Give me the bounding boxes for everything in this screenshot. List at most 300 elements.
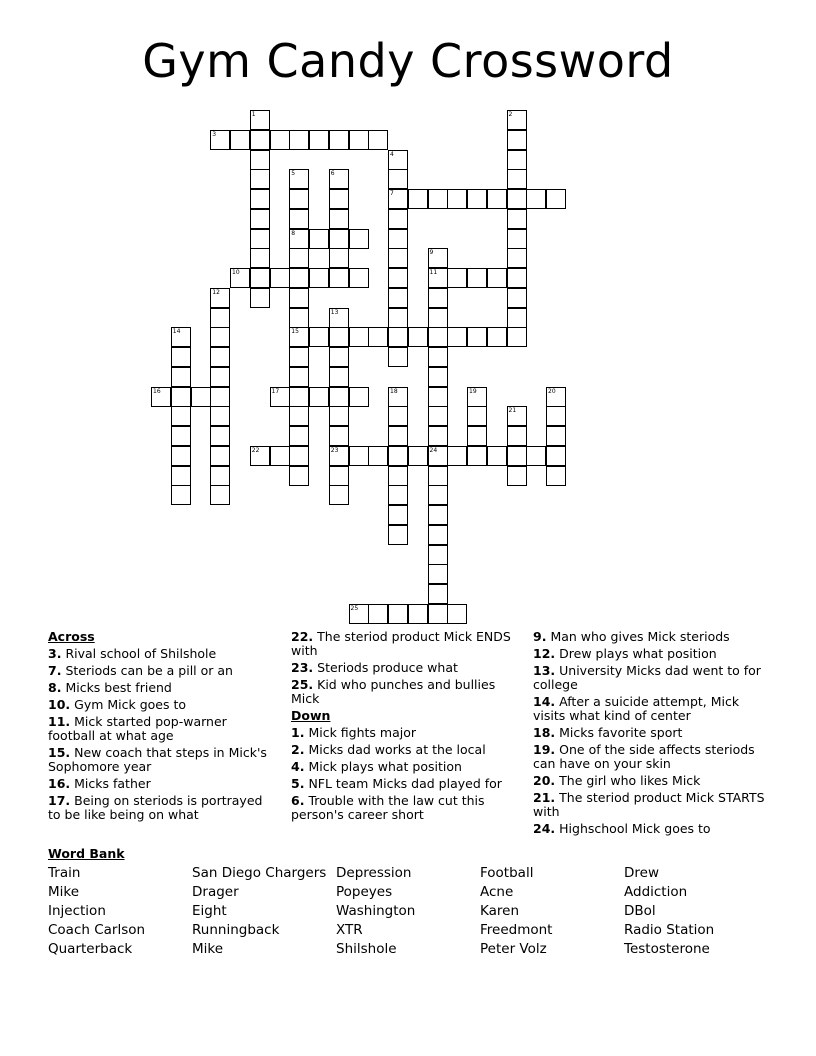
crossword-cell[interactable] — [507, 229, 527, 249]
crossword-cell[interactable] — [507, 466, 527, 486]
crossword-cell[interactable] — [507, 110, 527, 130]
crossword-cell[interactable] — [388, 446, 408, 466]
crossword-cell[interactable] — [309, 268, 329, 288]
crossword-cell[interactable] — [388, 288, 408, 308]
clue-text: The steriod product Mick STARTS with — [533, 790, 765, 819]
clue-text: One of the side affects steriods can have on your skin — [533, 742, 755, 771]
clue-down — [291, 760, 521, 774]
clue-number: 2 — [508, 111, 513, 118]
crossword-cell[interactable] — [428, 308, 448, 328]
crossword-cell[interactable] — [250, 130, 270, 150]
crossword-cell[interactable] — [210, 406, 230, 426]
crossword-cell[interactable] — [487, 327, 507, 347]
crossword-cell[interactable] — [329, 367, 349, 387]
clue-number: 15 — [291, 328, 299, 336]
crossword-cell[interactable] — [329, 248, 349, 268]
clue-text: Drew plays what position — [559, 646, 717, 661]
crossword-cell[interactable] — [388, 505, 408, 525]
clue-number-label: 10. — [48, 697, 71, 712]
clue-number: 4 — [390, 150, 394, 158]
clue-number: 22 — [251, 446, 260, 454]
clue-number: 21 — [508, 407, 517, 415]
clue-number: 14 — [172, 328, 181, 336]
clue-across — [291, 678, 521, 706]
crossword-cell[interactable] — [467, 327, 487, 347]
crossword-cell[interactable] — [349, 446, 369, 466]
crossword-cell[interactable] — [467, 426, 487, 446]
word-bank-item: Radio Station — [624, 922, 715, 938]
clue-number: 10 — [232, 269, 240, 276]
clue-number-label: 24. — [533, 821, 556, 836]
word-bank-item: Mike — [192, 941, 224, 957]
crossword-cell[interactable] — [349, 130, 369, 150]
crossword-cell[interactable] — [289, 229, 309, 249]
clue-across — [48, 777, 276, 791]
crossword-cell[interactable] — [289, 387, 309, 407]
word-bank-item: Eight — [192, 903, 227, 919]
crossword-cell[interactable] — [250, 248, 270, 268]
clue-number-label: 20. — [533, 773, 556, 788]
word-bank-item: Train — [48, 865, 81, 881]
word-bank-item: Shilshole — [336, 941, 397, 957]
word-bank-item: Testosterone — [624, 941, 710, 957]
word-bank-item: Washington — [336, 903, 416, 919]
clue-text: Mick plays what position — [308, 759, 462, 774]
crossword-cell[interactable] — [428, 248, 448, 268]
clue-number-label: 19. — [533, 742, 556, 757]
crossword-cell[interactable] — [447, 327, 467, 347]
crossword-cell[interactable] — [507, 268, 527, 288]
crossword-cell[interactable] — [507, 169, 527, 189]
down-header: Down — [291, 708, 331, 723]
crossword-cell[interactable] — [289, 288, 309, 308]
clue-down — [533, 695, 768, 723]
clues-column-3 — [533, 630, 768, 839]
crossword-cell[interactable] — [428, 604, 448, 624]
clue-down — [533, 791, 768, 819]
clue-down — [533, 743, 768, 771]
crossword-cell[interactable] — [467, 189, 487, 209]
clue-down — [533, 664, 768, 692]
clue-number: 20 — [548, 387, 556, 395]
crossword-cell[interactable] — [349, 268, 369, 288]
clue-number-label: 6. — [291, 793, 305, 808]
crossword-cell[interactable] — [309, 387, 329, 407]
crossword-cell[interactable] — [507, 209, 527, 229]
clue-across — [48, 698, 276, 712]
word-bank-item: Drager — [192, 884, 239, 900]
crossword-cell[interactable] — [230, 130, 250, 150]
word-bank-item: Depression — [336, 865, 412, 881]
crossword-cell[interactable] — [546, 426, 566, 446]
clue-across — [48, 647, 276, 661]
crossword-cell[interactable] — [546, 446, 566, 466]
clue-number-label: 25. — [291, 677, 314, 692]
crossword-cell[interactable] — [250, 150, 270, 170]
clue-number-label: 2. — [291, 742, 305, 757]
word-bank-item: Popeyes — [336, 884, 393, 900]
crossword-cell[interactable] — [210, 347, 230, 367]
clue-text: Steriods produce what — [317, 660, 458, 675]
crossword-cell[interactable] — [250, 288, 270, 308]
crossword-cell[interactable] — [447, 268, 467, 288]
crossword-cell[interactable] — [289, 406, 309, 426]
crossword-cell[interactable] — [329, 268, 349, 288]
crossword-cell[interactable] — [329, 406, 349, 426]
clue-text: Kid who punches and bullies Mick — [291, 677, 496, 706]
crossword-cell[interactable] — [171, 327, 191, 347]
clue-across — [48, 681, 276, 695]
crossword-cell[interactable] — [467, 387, 487, 407]
crossword-cell[interactable] — [487, 189, 507, 209]
crossword-cell[interactable] — [210, 387, 230, 407]
crossword-cell[interactable] — [408, 327, 428, 347]
crossword-cell[interactable] — [526, 446, 546, 466]
word-bank-item: Mike — [48, 884, 80, 900]
crossword-cell[interactable] — [250, 268, 270, 288]
clue-across — [48, 715, 276, 743]
crossword-cell[interactable] — [171, 367, 191, 387]
clues-column-1 — [48, 630, 276, 825]
crossword-cell[interactable] — [368, 130, 388, 150]
crossword-cell[interactable] — [191, 387, 211, 407]
clue-across — [48, 664, 276, 678]
crossword-cell[interactable] — [408, 604, 428, 624]
crossword-cell[interactable] — [171, 485, 191, 505]
word-bank-column — [480, 864, 552, 959]
crossword-cell[interactable] — [250, 446, 270, 466]
clue-down — [533, 647, 768, 661]
clue-number: 23 — [330, 446, 339, 454]
crossword-cell[interactable] — [210, 327, 230, 347]
crossword-cell[interactable] — [507, 308, 527, 328]
crossword-cell[interactable] — [171, 387, 191, 407]
word-bank-item: Peter Volz — [480, 941, 547, 957]
crossword-cell[interactable] — [250, 229, 270, 249]
crossword-cell[interactable] — [428, 426, 448, 446]
crossword-cell[interactable] — [171, 347, 191, 367]
crossword-cell[interactable] — [289, 347, 309, 367]
crossword-cell[interactable] — [309, 130, 329, 150]
crossword-cell[interactable] — [467, 406, 487, 426]
crossword-cell[interactable] — [507, 288, 527, 308]
crossword-cell[interactable] — [210, 367, 230, 387]
crossword-cell[interactable] — [270, 268, 290, 288]
crossword-cell[interactable] — [329, 426, 349, 446]
crossword-cell[interactable] — [467, 446, 487, 466]
crossword-cell[interactable] — [388, 248, 408, 268]
word-bank-title: Word Bank — [48, 846, 125, 861]
crossword-cell[interactable] — [250, 110, 270, 130]
crossword-cell[interactable] — [546, 189, 566, 209]
clue-number: 6 — [330, 170, 335, 178]
clue-text: Micks father — [74, 776, 151, 791]
crossword-cell[interactable] — [329, 169, 349, 189]
clue-number: 11 — [429, 269, 438, 276]
word-bank-item: Drew — [624, 865, 659, 881]
clue-down — [291, 743, 521, 757]
clue-number: 18 — [390, 387, 398, 395]
crossword-cell[interactable] — [368, 604, 388, 624]
clue-number-label: 11. — [48, 714, 71, 729]
crossword-cell[interactable] — [428, 367, 448, 387]
crossword-cell[interactable] — [428, 525, 448, 545]
clue-text: The steriod product Mick ENDS with — [291, 629, 511, 658]
crossword-cell[interactable] — [546, 466, 566, 486]
crossword-cell[interactable] — [388, 466, 408, 486]
clue-number-label: 3. — [48, 646, 62, 661]
crossword-cell[interactable] — [329, 209, 349, 229]
clue-number-label: 15. — [48, 745, 71, 760]
clue-text: University Micks dad went to for college — [533, 663, 761, 692]
crossword-cell[interactable] — [428, 288, 448, 308]
clue-text: Steriods can be a pill or an — [65, 663, 233, 678]
clue-text: Micks favorite sport — [559, 725, 683, 740]
crossword-cell[interactable] — [230, 268, 250, 288]
crossword-cell[interactable] — [368, 327, 388, 347]
crossword-cell[interactable] — [210, 288, 230, 308]
crossword-cell[interactable] — [171, 426, 191, 446]
crossword-cell[interactable] — [428, 347, 448, 367]
clue-text: Being on steriods is portrayed to be like being on what — [48, 793, 263, 822]
clue-number-label: 8. — [48, 680, 62, 695]
crossword-cell[interactable] — [289, 466, 309, 486]
clues-column-2 — [291, 630, 521, 825]
clue-number: 17 — [271, 387, 280, 395]
word-bank-item: Football — [480, 865, 534, 881]
clue-number-label: 17. — [48, 793, 71, 808]
clue-number-label: 7. — [48, 663, 62, 678]
clue-number-label: 4. — [291, 759, 305, 774]
clue-number: 1 — [251, 111, 256, 118]
crossword-cell[interactable] — [447, 446, 467, 466]
crossword-cell[interactable] — [428, 189, 448, 209]
crossword-cell[interactable] — [210, 446, 230, 466]
clue-number: 13 — [330, 308, 339, 316]
crossword-cell[interactable] — [349, 327, 369, 347]
crossword-cell[interactable] — [408, 446, 428, 466]
crossword-cell[interactable] — [507, 446, 527, 466]
crossword-cell[interactable] — [388, 426, 408, 446]
crossword-cell[interactable] — [388, 308, 408, 328]
crossword-cell[interactable] — [289, 248, 309, 268]
crossword-cell[interactable] — [171, 466, 191, 486]
crossword-cell[interactable] — [428, 584, 448, 604]
crossword-cell[interactable] — [388, 406, 408, 426]
crossword-cell[interactable] — [289, 367, 309, 387]
crossword-cell[interactable] — [349, 604, 369, 624]
crossword-cell[interactable] — [428, 485, 448, 505]
crossword-cell[interactable] — [487, 446, 507, 466]
clue-text: Mick started pop-warner football at what age — [48, 714, 227, 743]
word-bank-item: San Diego Chargers — [192, 865, 327, 881]
crossword-cell[interactable] — [388, 387, 408, 407]
crossword-cell[interactable] — [368, 446, 388, 466]
crossword-cell[interactable] — [526, 189, 546, 209]
crossword-cell[interactable] — [388, 229, 408, 249]
crossword-cell[interactable] — [250, 209, 270, 229]
crossword-cell[interactable] — [289, 209, 309, 229]
clue-number-label: 21. — [533, 790, 556, 805]
crossword-cell[interactable] — [349, 387, 369, 407]
clue-text: Rival school of Shilshole — [65, 646, 217, 661]
clue-down — [533, 774, 768, 788]
crossword-cell[interactable] — [388, 525, 408, 545]
word-bank-item: Injection — [48, 903, 106, 919]
clue-number: 16 — [153, 387, 161, 395]
clue-down — [533, 822, 768, 836]
clue-down — [533, 630, 768, 644]
crossword-cell[interactable] — [546, 387, 566, 407]
crossword-cell[interactable] — [447, 189, 467, 209]
crossword-cell[interactable] — [349, 229, 369, 249]
crossword-cell[interactable] — [210, 466, 230, 486]
clue-number-label: 22. — [291, 629, 314, 644]
crossword-cell[interactable] — [388, 604, 408, 624]
clue-number: 24 — [429, 446, 438, 454]
clue-text: The girl who likes Mick — [559, 773, 701, 788]
crossword-cell[interactable] — [428, 466, 448, 486]
word-bank-item: XTR — [336, 922, 363, 938]
crossword-cell[interactable] — [428, 446, 448, 466]
clue-number-label: 14. — [533, 694, 556, 709]
crossword-cell[interactable] — [329, 229, 349, 249]
clue-across — [48, 794, 276, 822]
clue-number-label: 18. — [533, 725, 556, 740]
word-bank-item: Addiction — [624, 884, 688, 900]
crossword-cell[interactable] — [428, 545, 448, 565]
crossword-cell[interactable] — [289, 308, 309, 328]
word-bank-item: Quarterback — [48, 941, 133, 957]
clue-number-label: 9. — [533, 629, 547, 644]
word-bank-item: DBol — [624, 903, 656, 919]
crossword-cell[interactable] — [289, 446, 309, 466]
crossword-cell[interactable] — [507, 406, 527, 426]
word-bank-item: Runningback — [192, 922, 280, 938]
clue-down — [533, 726, 768, 740]
crossword-cell[interactable] — [388, 327, 408, 347]
crossword-cell[interactable] — [507, 189, 527, 209]
crossword-cell[interactable] — [210, 308, 230, 328]
crossword-cell[interactable] — [289, 327, 309, 347]
crossword-cell[interactable] — [388, 209, 408, 229]
clue-text: Highschool Mick goes to — [559, 821, 711, 836]
clue-number: 3 — [212, 130, 217, 138]
crossword-cell[interactable] — [428, 268, 448, 288]
clue-number-label: 5. — [291, 776, 305, 791]
word-bank-column — [48, 864, 145, 959]
crossword-cell[interactable] — [408, 189, 428, 209]
crossword-cell[interactable] — [388, 169, 408, 189]
crossword-cell[interactable] — [428, 406, 448, 426]
clue-down — [291, 777, 521, 791]
clue-number-label: 13. — [533, 663, 556, 678]
crossword-cell[interactable] — [270, 387, 290, 407]
crossword-cell[interactable] — [289, 268, 309, 288]
clue-text: Micks best friend — [65, 680, 172, 695]
crossword-cell[interactable] — [467, 268, 487, 288]
crossword-cell[interactable] — [329, 347, 349, 367]
clue-number-label: 12. — [533, 646, 556, 661]
crossword-cell[interactable] — [270, 130, 290, 150]
crossword-cell[interactable] — [329, 130, 349, 150]
crossword-cell[interactable] — [329, 485, 349, 505]
clue-text: Mick fights major — [308, 725, 416, 740]
crossword-cell[interactable] — [329, 189, 349, 209]
crossword-cell[interactable] — [428, 505, 448, 525]
crossword-cell[interactable] — [388, 485, 408, 505]
crossword-cell[interactable] — [447, 604, 467, 624]
crossword-cell[interactable] — [210, 130, 230, 150]
crossword-cell[interactable] — [250, 189, 270, 209]
crossword-cell[interactable] — [289, 169, 309, 189]
crossword-cell[interactable] — [329, 387, 349, 407]
crossword-cell[interactable] — [309, 229, 329, 249]
clue-down — [291, 726, 521, 740]
crossword-cell[interactable] — [250, 169, 270, 189]
crossword-cell[interactable] — [388, 268, 408, 288]
crossword-cell[interactable] — [507, 150, 527, 170]
word-bank-column — [624, 864, 714, 959]
crossword-cell[interactable] — [388, 189, 408, 209]
clue-number-label: 16. — [48, 776, 71, 791]
page-title: Gym Candy Crossword — [142, 34, 674, 88]
crossword-cell[interactable] — [171, 406, 191, 426]
crossword-cell[interactable] — [507, 130, 527, 150]
word-bank-item: Karen — [480, 903, 520, 919]
crossword-cell[interactable] — [171, 446, 191, 466]
crossword-cell[interactable] — [428, 564, 448, 584]
clue-text: New coach that steps in Mick's Sophomore year — [48, 745, 267, 774]
crossword-cell[interactable] — [507, 426, 527, 446]
crossword-cell[interactable] — [329, 308, 349, 328]
clue-number: 8 — [291, 229, 296, 237]
crossword-cell[interactable] — [388, 347, 408, 367]
crossword-cell[interactable] — [329, 466, 349, 486]
word-bank-item: Freedmont — [480, 922, 553, 938]
crossword-cell[interactable] — [289, 130, 309, 150]
crossword-cell[interactable] — [546, 406, 566, 426]
crossword-cell[interactable] — [309, 327, 329, 347]
clue-text: Gym Mick goes to — [74, 697, 187, 712]
crossword-cell[interactable] — [487, 268, 507, 288]
crossword-cell[interactable] — [329, 327, 349, 347]
crossword-cell[interactable] — [210, 485, 230, 505]
crossword-cell[interactable] — [210, 426, 230, 446]
clue-number-label: 1. — [291, 725, 305, 740]
word-bank-item: Coach Carlson — [48, 922, 146, 938]
across-header: Across — [48, 629, 95, 644]
crossword-cell[interactable] — [151, 387, 171, 407]
crossword-cell[interactable] — [428, 327, 448, 347]
crossword-cell[interactable] — [289, 189, 309, 209]
clue-number: 9 — [429, 249, 434, 257]
clue-text: Man who gives Mick steriods — [550, 629, 730, 644]
crossword-cell[interactable] — [507, 248, 527, 268]
crossword-cell[interactable] — [507, 327, 527, 347]
clue-number: 12 — [212, 288, 220, 296]
clue-across — [291, 630, 521, 658]
word-bank-column — [336, 864, 415, 959]
crossword-cell[interactable] — [388, 150, 408, 170]
clue-text: Micks dad works at the local — [308, 742, 486, 757]
crossword-cell[interactable] — [270, 446, 290, 466]
crossword-cell[interactable] — [428, 387, 448, 407]
clue-text: After a suicide attempt, Mick visits what kind of center — [533, 694, 740, 723]
crossword-cell[interactable] — [329, 446, 349, 466]
crossword-cell[interactable] — [289, 426, 309, 446]
clue-across — [291, 661, 521, 675]
